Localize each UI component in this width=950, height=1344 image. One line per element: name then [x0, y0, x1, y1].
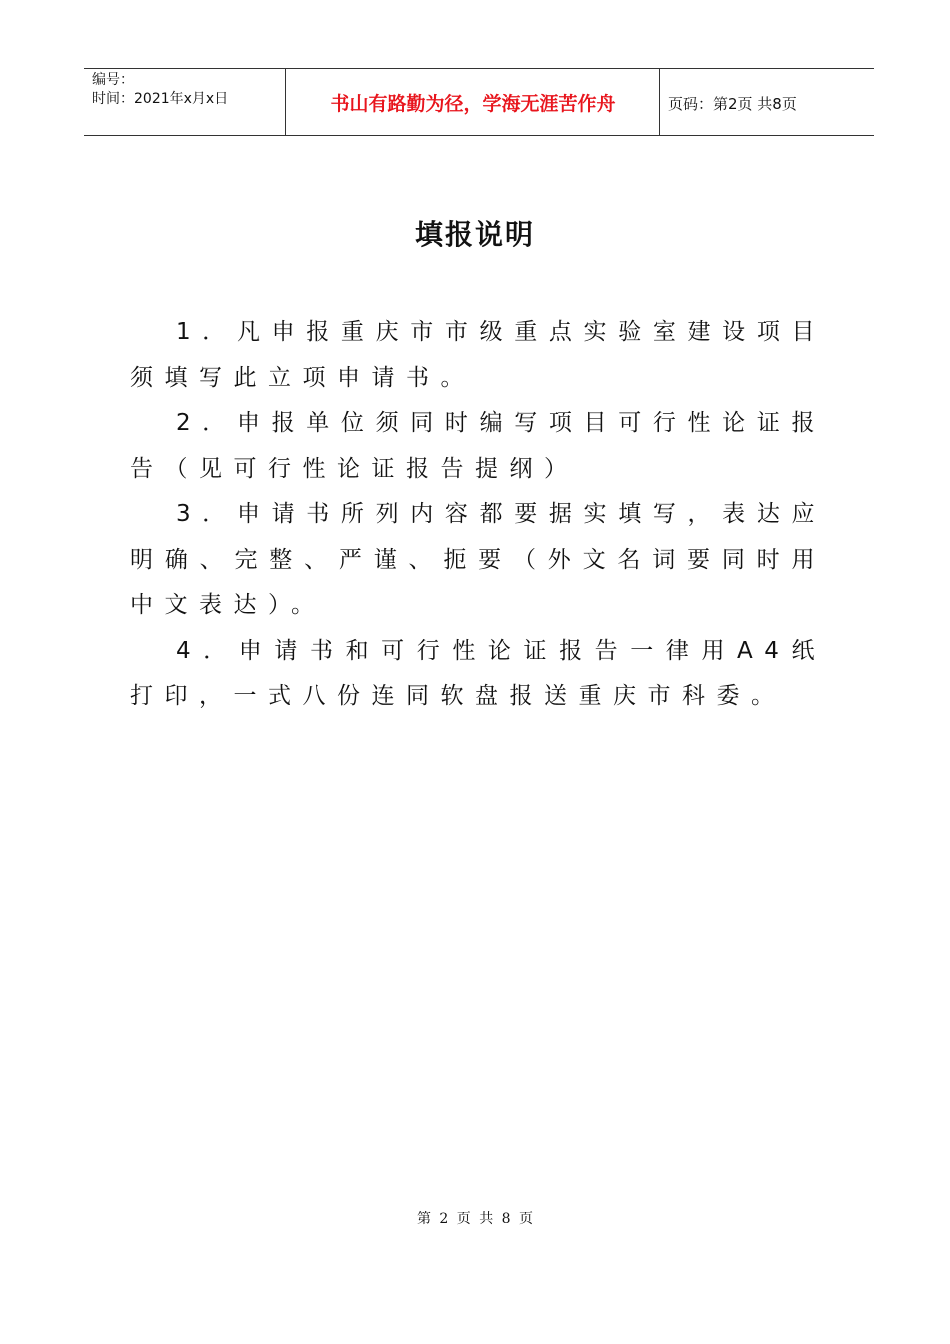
page-footer: 第 2 页 共 8 页 — [416, 1211, 534, 1227]
header-divider — [659, 69, 660, 135]
document-number-label: 编号： — [92, 72, 134, 88]
page-title: 填报说明 — [414, 218, 535, 251]
header-page-info: 页码：第2页 共8页 — [668, 95, 797, 113]
header-motto: 书山有路勤为径，学海无涯苦作舟 — [330, 93, 616, 115]
header-meta — [92, 71, 228, 109]
page-header — [84, 68, 874, 136]
instruction-item-3: 3．申请书所列内容都要据实填写，表达应明确、完整、严谨、扼要（外文名词要同时用中文表达）。 — [130, 501, 826, 618]
instructions-list — [130, 310, 826, 720]
instruction-item-1: 1．凡申报重庆市市级重点实验室建设项目须填写此立项申请书。 — [130, 319, 826, 391]
header-divider — [285, 69, 286, 135]
instruction-item-4: 4．申请书和可行性论证报告一律用A4纸打印，一式八份连同软盘报送重庆市科委。 — [130, 637, 826, 709]
document-time-label: 时间：2021年x月x日 — [92, 91, 229, 107]
instruction-item-2: 2．申报单位须同时编写项目可行性论证报告（见可行性论证报告提纲） — [130, 410, 826, 482]
